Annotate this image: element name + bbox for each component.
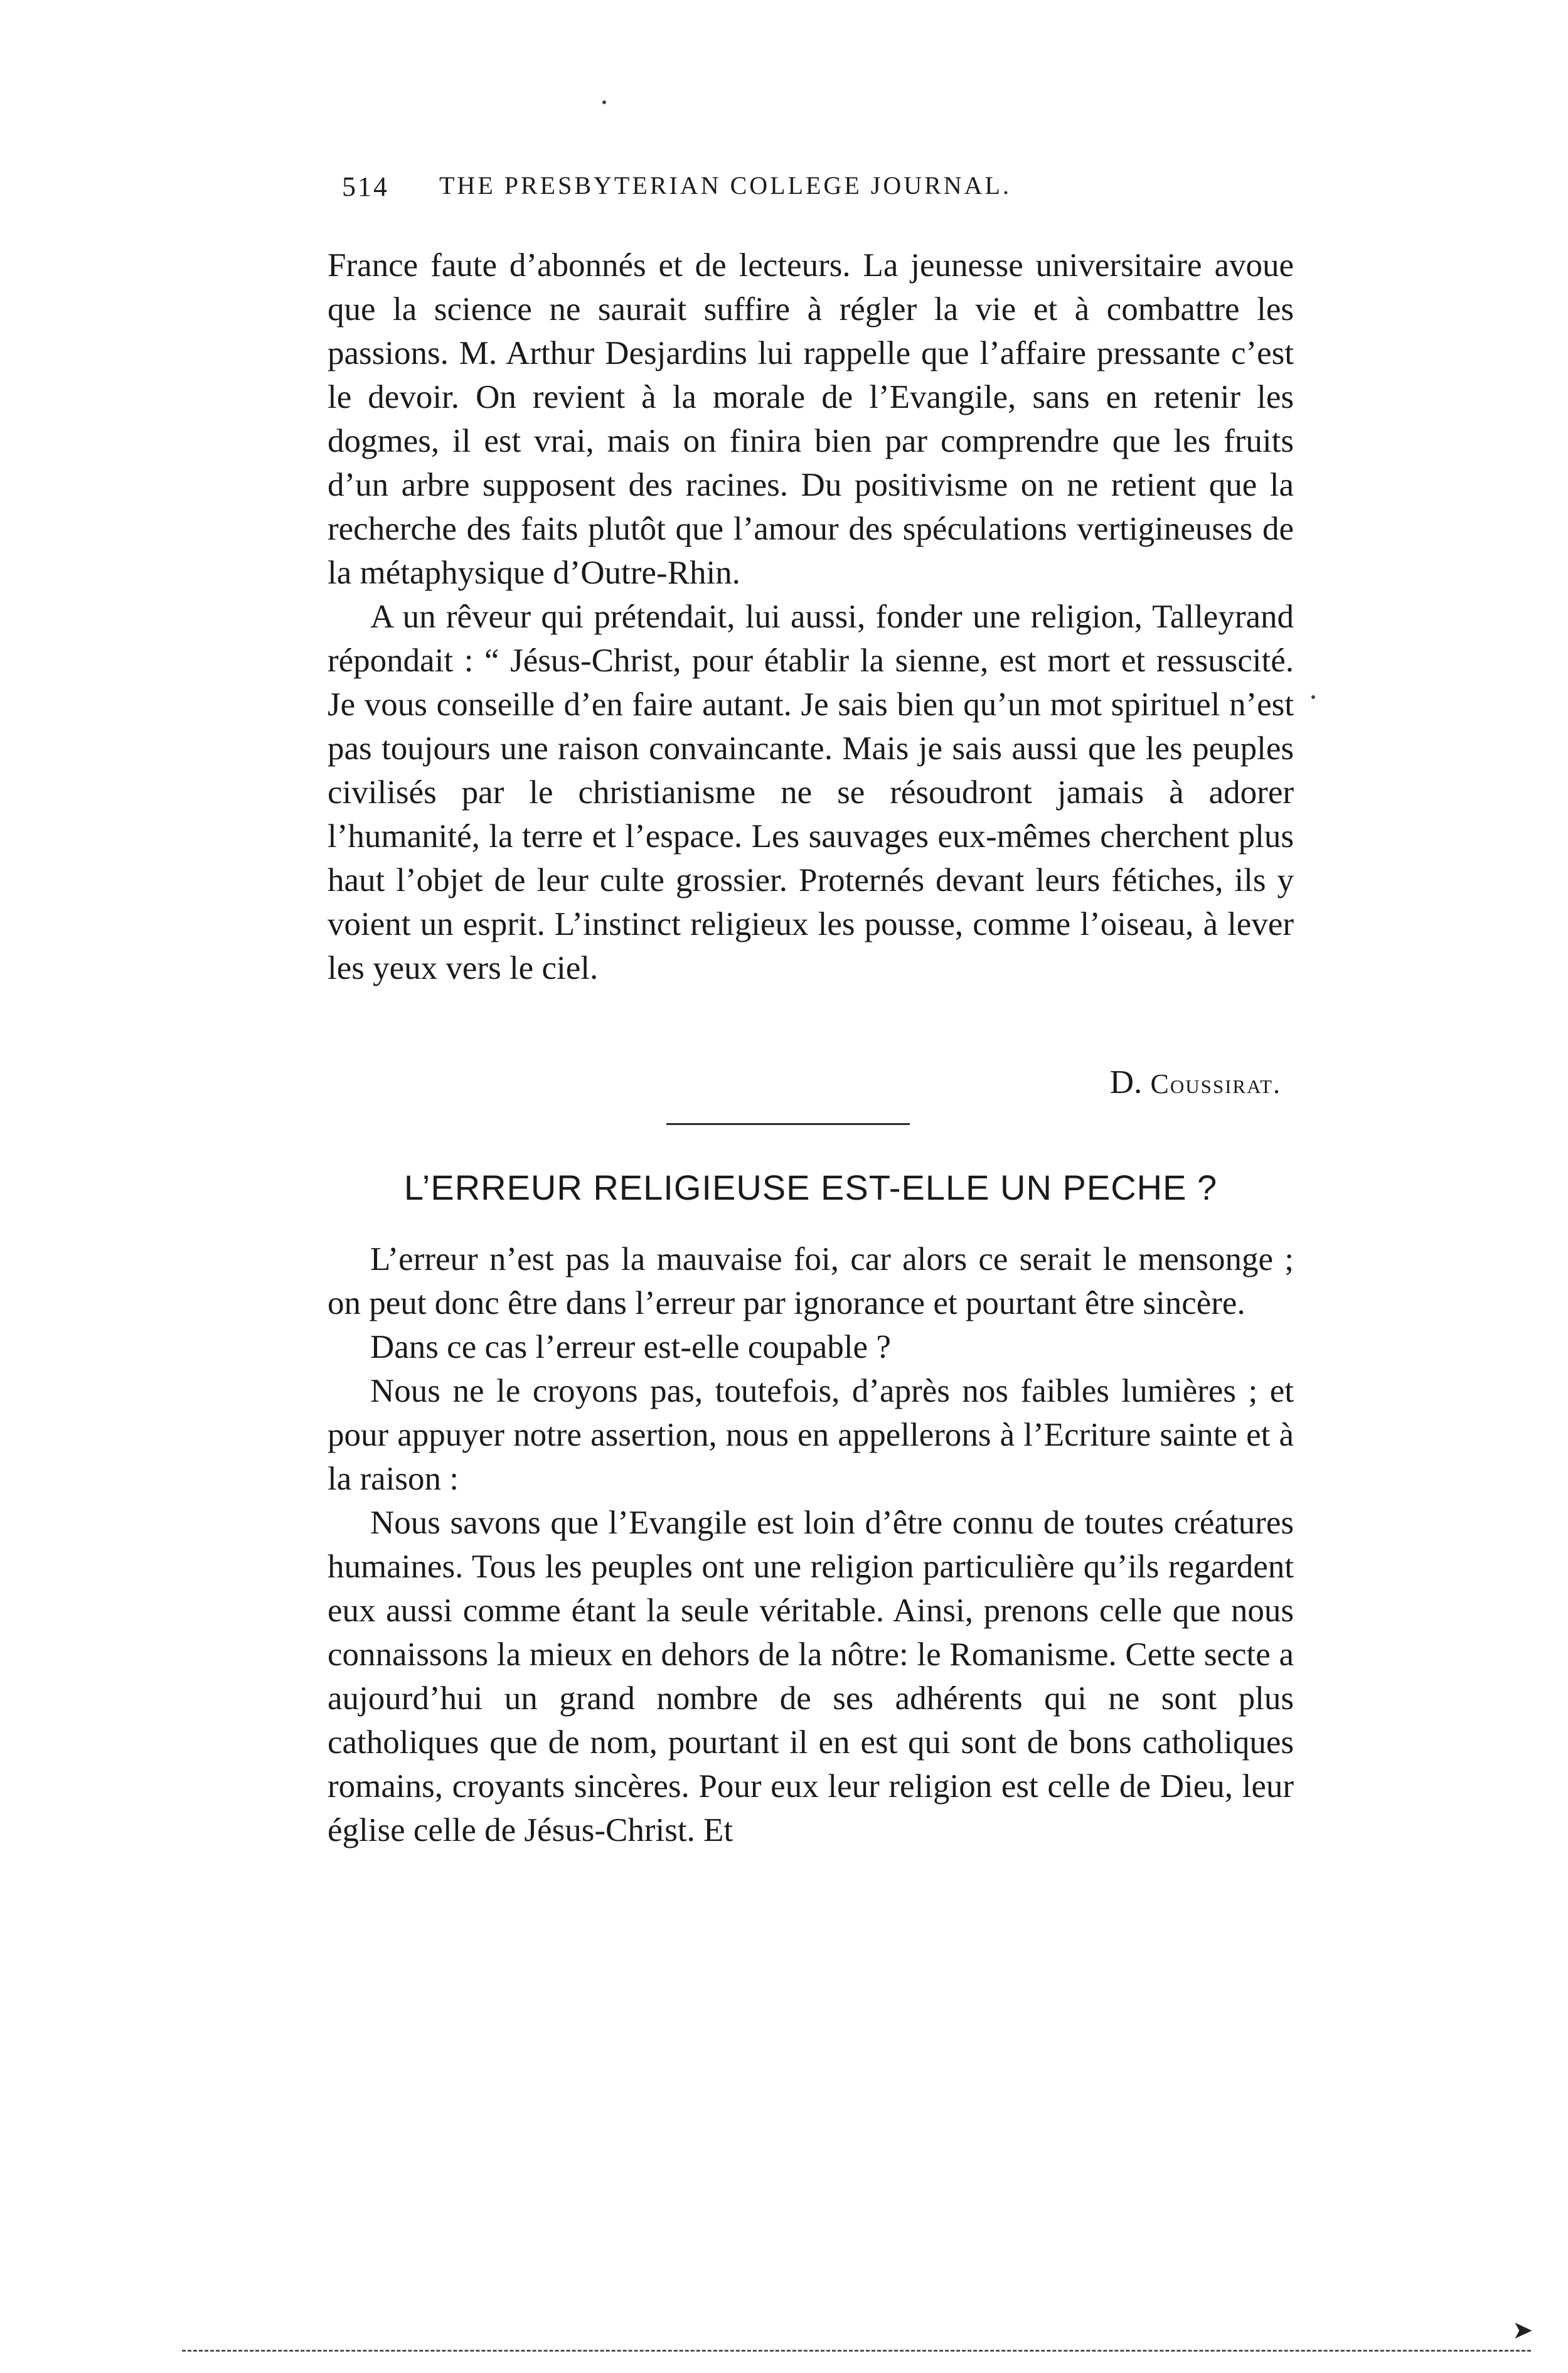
paragraph: Nous ne le croyons pas, toutefois, d’après nos faibles lumières ; et pour appuyer notre assertion, nous en appellerons à l’Ecriture sainte et à la raison : [328, 1373, 1294, 1497]
paragraph: Nous savons que l’Evangile est loin d’être connu de toutes créatures humaines. Tous les peuples ont une religion particulière qu’ils regardent eux aussi comme étant la seule véritable. Ainsi, prenons celle que nous connaissons la mieux en dehors de la nôtre: le Romanisme. Cette secte a aujourd’hui un grand nombre de ses adhérents qui ne sont plus catholiques que de nom, pourtant il en est qui sont de bons catholiques romains, croyants sincères. Pour eux leur religion est celle de Dieu, leur église celle de Jésus-Christ. Et [328, 1505, 1294, 1848]
scan-mark-icon: ➤ [1512, 2316, 1533, 2344]
scan-speck [602, 100, 606, 104]
paragraph: L’erreur n’est pas la mauvaise foi, car alors ce serait le mensonge ; on peut donc être dans l’erreur par ignorance et pourtant être sincère. [328, 1241, 1294, 1321]
paragraph: A un rêveur qui prétendait, lui aussi, fonder une religion, Talleyrand répondait : “ Jésus-Christ, pour établir la sienne, est mort et ressuscité. Je vous conseille d’en faire autant. Je sais bien qu’un mot spirituel n’est pas toujours une raison convaincante. Mais je sais aussi que les peuples civilisés par le christianisme ne se résoudront jamais à adorer l’humanité, la terre et l’espace. Les sauvages eux-mêmes cherchent plus haut l’objet de leur culte grossier. Proternés devant leurs fétiches, ils y voient un esprit. L’instinct religieux les pousse, comme l’oiseau, à lever les yeux vers le ciel. [328, 599, 1294, 986]
section-heading: L’ERREUR RELIGIEUSE EST-ELLE UN PECHE ? [403, 1168, 1218, 1207]
running-title: THE PRESBYTERIAN COLLEGE JOURNAL. [439, 171, 1011, 200]
page-number: 514 [342, 171, 389, 202]
footer-scan-line [182, 2350, 1531, 2352]
scan-speck [1311, 695, 1315, 699]
signature-name: Coussirat. [1150, 1069, 1281, 1099]
section-divider [666, 1123, 910, 1125]
signature-initial: D. [1109, 1064, 1143, 1101]
page-header [342, 171, 1302, 215]
author-signature [1110, 1064, 1281, 1101]
paragraph: Dans ce cas l’erreur est-elle coupable ? [370, 1329, 891, 1365]
article-body [328, 1237, 1294, 1852]
paragraph: France faute d’abonnés et de lecteurs. La jeunesse universitaire avoue que la science ne saurait suffire à régler la vie et à combattre les passions. M. Arthur Desjardins lui rappelle que l’affaire pressante c’est le devoir. On revient à la morale de l’Evangile, sans en retenir les dogmes, il est vrai, mais on finira bien par comprendre que les fruits d’un arbre supposent des racines. Du positivisme on ne retient que la recherche des faits plutôt que l’amour des spéculations vertigineuses de la métaphysique d’Outre-Rhin. [328, 247, 1294, 591]
article-continuation [328, 243, 1294, 990]
